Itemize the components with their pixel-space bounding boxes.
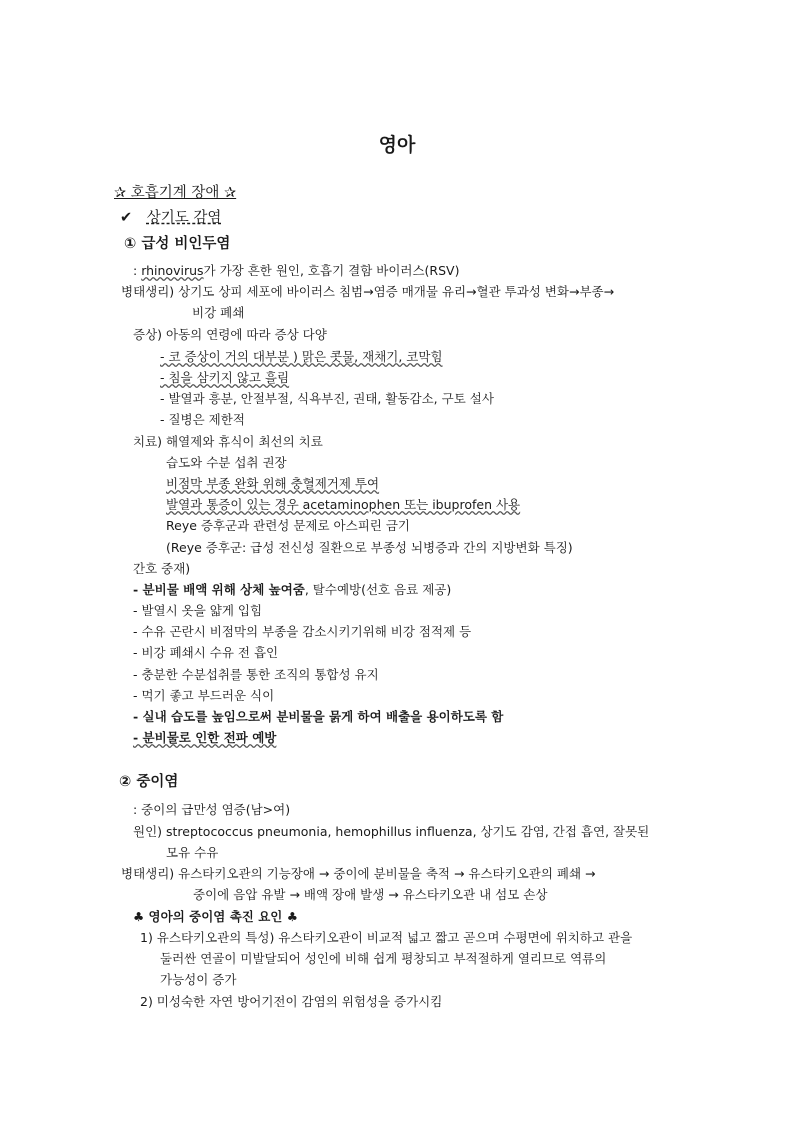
item1-nursing-1 [133,582,451,598]
item2-definition: : 중이의 급만성 염증(남>여) [133,802,291,817]
item1-treatment-5: (Reye 증후군: 급성 전신성 질환으로 부종성 뇌병증과 간의 지방변화 특징) [166,540,573,555]
item1-nursing-4: - 비강 폐쇄시 수유 전 흡인 [133,645,279,660]
item2-heading: ② 중이염 [119,774,179,790]
item1-treatment-2: 비점막 부종 완화 위해 충혈제거제 투여 [166,476,380,491]
item1-cause-rest: 가 가장 흔한 원인, 호흡기 결함 바이러스(RSV) [203,263,460,278]
check-icon: ✔ [120,210,133,226]
item1-treatment-3: 발열과 통증이 있는 경우 acetaminophen 또는 ibuprofen 사용 [166,497,521,512]
item2-factor-1-line2: 둘러싼 연골이 미발달되어 성인에 비해 쉽게 평창되고 부적절하게 열리므로 역류의 [160,951,607,966]
item2-factor-1-line3: 가능성이 증가 [160,972,237,987]
item1-heading: ① 급성 비인두염 [124,236,231,252]
item1-patho-line2: 비강 폐쇄 [192,305,245,320]
item2-factors-heading: ♣ 영아의 중이염 촉진 요인 ♣ [133,909,298,924]
item1-treatment-1: 습도와 수분 섭취 권장 [166,455,287,470]
item1-nursing-2: - 발열시 옷을 얇게 입힘 [133,603,263,618]
item1-nursing-5: - 충분한 수분섭취를 통한 조직의 통합성 유지 [133,667,379,682]
item2-patho-line1: 병태생리) 유스타키오관의 기능장애 → 중이에 분비물을 축적 → 유스타키오관의 폐쇄 → [121,866,596,881]
item2-cause-line2: 모유 수유 [166,845,219,860]
item1-symptom-4: - 질병은 제한적 [160,412,245,427]
item1-nursing-8: - 분비물로 인한 전파 예방 [133,730,277,745]
item2-factor-1-line1: 1) 유스타키오관의 특성) 유스타키오관이 비교적 넓고 짧고 곧으며 수평면에 위치하고 관을 [140,930,633,945]
item1-symptom-2: - 침을 삼키지 않고 흘림 [160,370,290,385]
item1-cause-virus: rhinovirus [141,263,204,278]
item1-symptoms-heading: 증상) 아동의 연령에 따라 증상 다양 [133,327,327,342]
subheading [120,210,221,226]
item1-nursing-6: - 먹기 좋고 부드러운 식이 [133,688,275,703]
subheading-text: 상기도 감염 [146,210,222,226]
item2-cause-line1: 원인) streptococcus pneumonia, hemophillus influenza, 상기도 감염, 간접 흡연, 잘못된 [133,824,650,839]
item1-patho-line1: 병태생리) 상기도 상피 세포에 바이러스 침범→염증 매개물 유리→혈관 투과성 변화→부종→ [121,284,615,299]
item1-nursing-1-rest: , 탈수예방(선호 음료 제공) [304,582,452,597]
item1-cause [133,263,459,279]
section-heading: ✰ 호흡기계 장애 ✰ [114,185,237,201]
item1-treatment-4: Reye 증후군과 관련성 문제로 아스피린 금기 [166,518,410,533]
item1-symptom-1: - 코 증상이 거의 대부분 ) 맑은 콧물, 재채기, 코막힘 [160,349,443,364]
item1-treatment-heading: 치료) 해열제와 휴식이 최선의 치료 [133,434,323,449]
item1-cause-prefix: : [133,263,142,278]
item2-factor-2: 2) 미성숙한 자연 방어기전이 감염의 위험성을 증가시킴 [140,994,443,1009]
item1-nursing-heading: 간호 중재) [133,561,191,576]
item1-nursing-3: - 수유 곤란시 비점막의 부종을 감소시키기위해 비강 점적제 등 [133,624,472,639]
item1-nursing-7: - 실내 습도를 높임으로써 분비물을 묽게 하여 배출을 용이하도록 함 [133,709,504,724]
item1-nursing-1-bold: - 분비물 배액 위해 상체 높여줌 [133,582,305,597]
item2-patho-line2: 중이에 음압 유발 → 배액 장애 발생 → 유스타키오관 내 섬모 손상 [193,887,548,902]
item1-symptom-3: - 발열과 흥분, 안절부절, 식욕부진, 권태, 활동감소, 구토 설사 [160,391,494,406]
page-title: 영아 [378,134,416,156]
